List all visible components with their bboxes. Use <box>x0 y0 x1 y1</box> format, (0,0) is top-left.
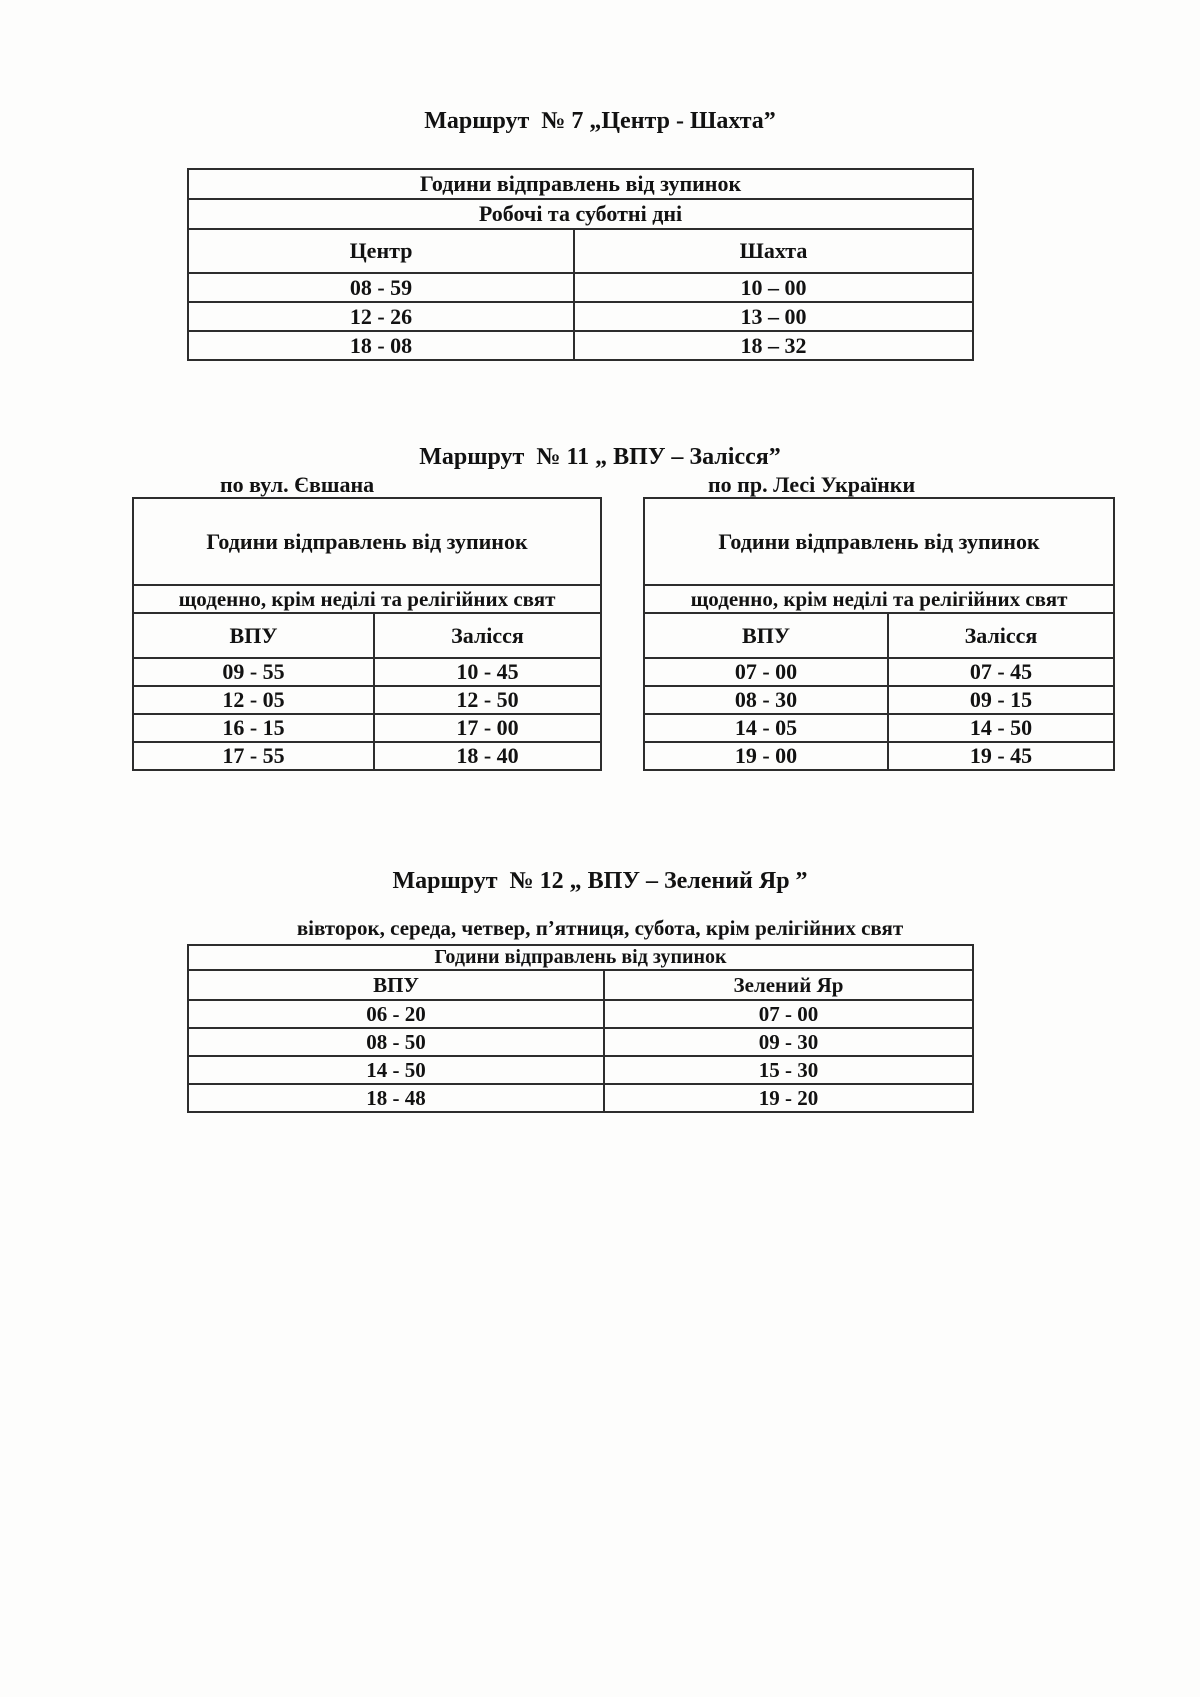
time-cell: 14 - 50 <box>888 714 1114 742</box>
route11-left-table-subheader: щоденно, крім неділі та релігійних свят <box>133 585 601 613</box>
time-cell: 17 - 00 <box>374 714 601 742</box>
table-row <box>188 273 973 302</box>
route12-days-note: вівторок, середа, четвер, п’ятниця, субота, крім релігійних свят <box>296 916 904 940</box>
time-cell: 07 - 00 <box>604 1000 973 1028</box>
route7-table-header: Години відправлень від зупинок <box>188 169 973 199</box>
time-cell: 12 - 26 <box>188 302 574 331</box>
time-cell: 14 - 50 <box>188 1056 604 1084</box>
route11-left-caption: по вул. Євшана <box>220 472 375 497</box>
time-cell: 15 - 30 <box>604 1056 973 1084</box>
time-cell: 18 - 48 <box>188 1084 604 1112</box>
route7-table-subheader: Робочі та суботні дні <box>188 199 973 229</box>
table-row <box>188 331 973 360</box>
route11-left-column-header-zalissia: Залісся <box>374 613 601 658</box>
time-cell: 07 - 00 <box>644 658 888 686</box>
time-cell: 10 - 45 <box>374 658 601 686</box>
time-cell: 09 - 55 <box>133 658 374 686</box>
route11-right-table-header: Години відправлень від зупинок <box>644 498 1114 585</box>
time-cell: 19 - 00 <box>644 742 888 770</box>
time-cell: 19 - 45 <box>888 742 1114 770</box>
table-row <box>644 742 1114 770</box>
table-row <box>188 1000 973 1028</box>
time-cell: 12 - 05 <box>133 686 374 714</box>
table-row <box>188 1084 973 1112</box>
time-cell: 18 – 32 <box>574 331 973 360</box>
table-row <box>644 686 1114 714</box>
route12-title: Маршрут № 12 „ ВПУ – Зелений Яр ” <box>392 868 808 894</box>
route11-left-table-header: Години відправлень від зупинок <box>133 498 601 585</box>
route7-schedule-table <box>187 168 974 361</box>
time-cell: 10 – 00 <box>574 273 973 302</box>
time-cell: 09 - 15 <box>888 686 1114 714</box>
route12-column-header-vpu: ВПУ <box>188 970 604 1000</box>
route11-right-column-header-zalissia: Залісся <box>888 613 1114 658</box>
time-cell: 07 - 45 <box>888 658 1114 686</box>
time-cell: 19 - 20 <box>604 1084 973 1112</box>
time-cell: 14 - 05 <box>644 714 888 742</box>
time-cell: 18 - 40 <box>374 742 601 770</box>
route12-schedule-table <box>187 944 974 1113</box>
time-cell: 08 - 59 <box>188 273 574 302</box>
route11-right-caption: по пр. Лесі Українки <box>708 472 916 497</box>
table-row <box>644 658 1114 686</box>
time-cell: 16 - 15 <box>133 714 374 742</box>
route11-left-schedule-table <box>132 497 602 771</box>
route7-title: Маршрут № 7 „Центр - Шахта” <box>424 108 776 134</box>
table-row <box>188 1056 973 1084</box>
time-cell: 17 - 55 <box>133 742 374 770</box>
time-cell: 13 – 00 <box>574 302 973 331</box>
route11-right-column-header-vpu: ВПУ <box>644 613 888 658</box>
time-cell: 08 - 50 <box>188 1028 604 1056</box>
route11-left-column-header-vpu: ВПУ <box>133 613 374 658</box>
time-cell: 12 - 50 <box>374 686 601 714</box>
table-row <box>133 658 601 686</box>
route11-right-table-subheader: щоденно, крім неділі та релігійних свят <box>644 585 1114 613</box>
route12-table-header: Години відправлень від зупинок <box>188 945 973 970</box>
time-cell: 09 - 30 <box>604 1028 973 1056</box>
table-row <box>133 686 601 714</box>
time-cell: 06 - 20 <box>188 1000 604 1028</box>
table-row <box>644 714 1114 742</box>
table-row <box>133 742 601 770</box>
route12-column-header-zelenyi-yar: Зелений Яр <box>604 970 973 1000</box>
table-row <box>188 302 973 331</box>
route7-column-header-centr: Центр <box>188 229 574 273</box>
time-cell: 08 - 30 <box>644 686 888 714</box>
table-row <box>133 714 601 742</box>
route11-title: Маршрут № 11 „ ВПУ – Залісся” <box>419 444 781 470</box>
time-cell: 18 - 08 <box>188 331 574 360</box>
table-row <box>188 1028 973 1056</box>
route11-right-schedule-table <box>643 497 1115 771</box>
route7-column-header-shakhta: Шахта <box>574 229 973 273</box>
